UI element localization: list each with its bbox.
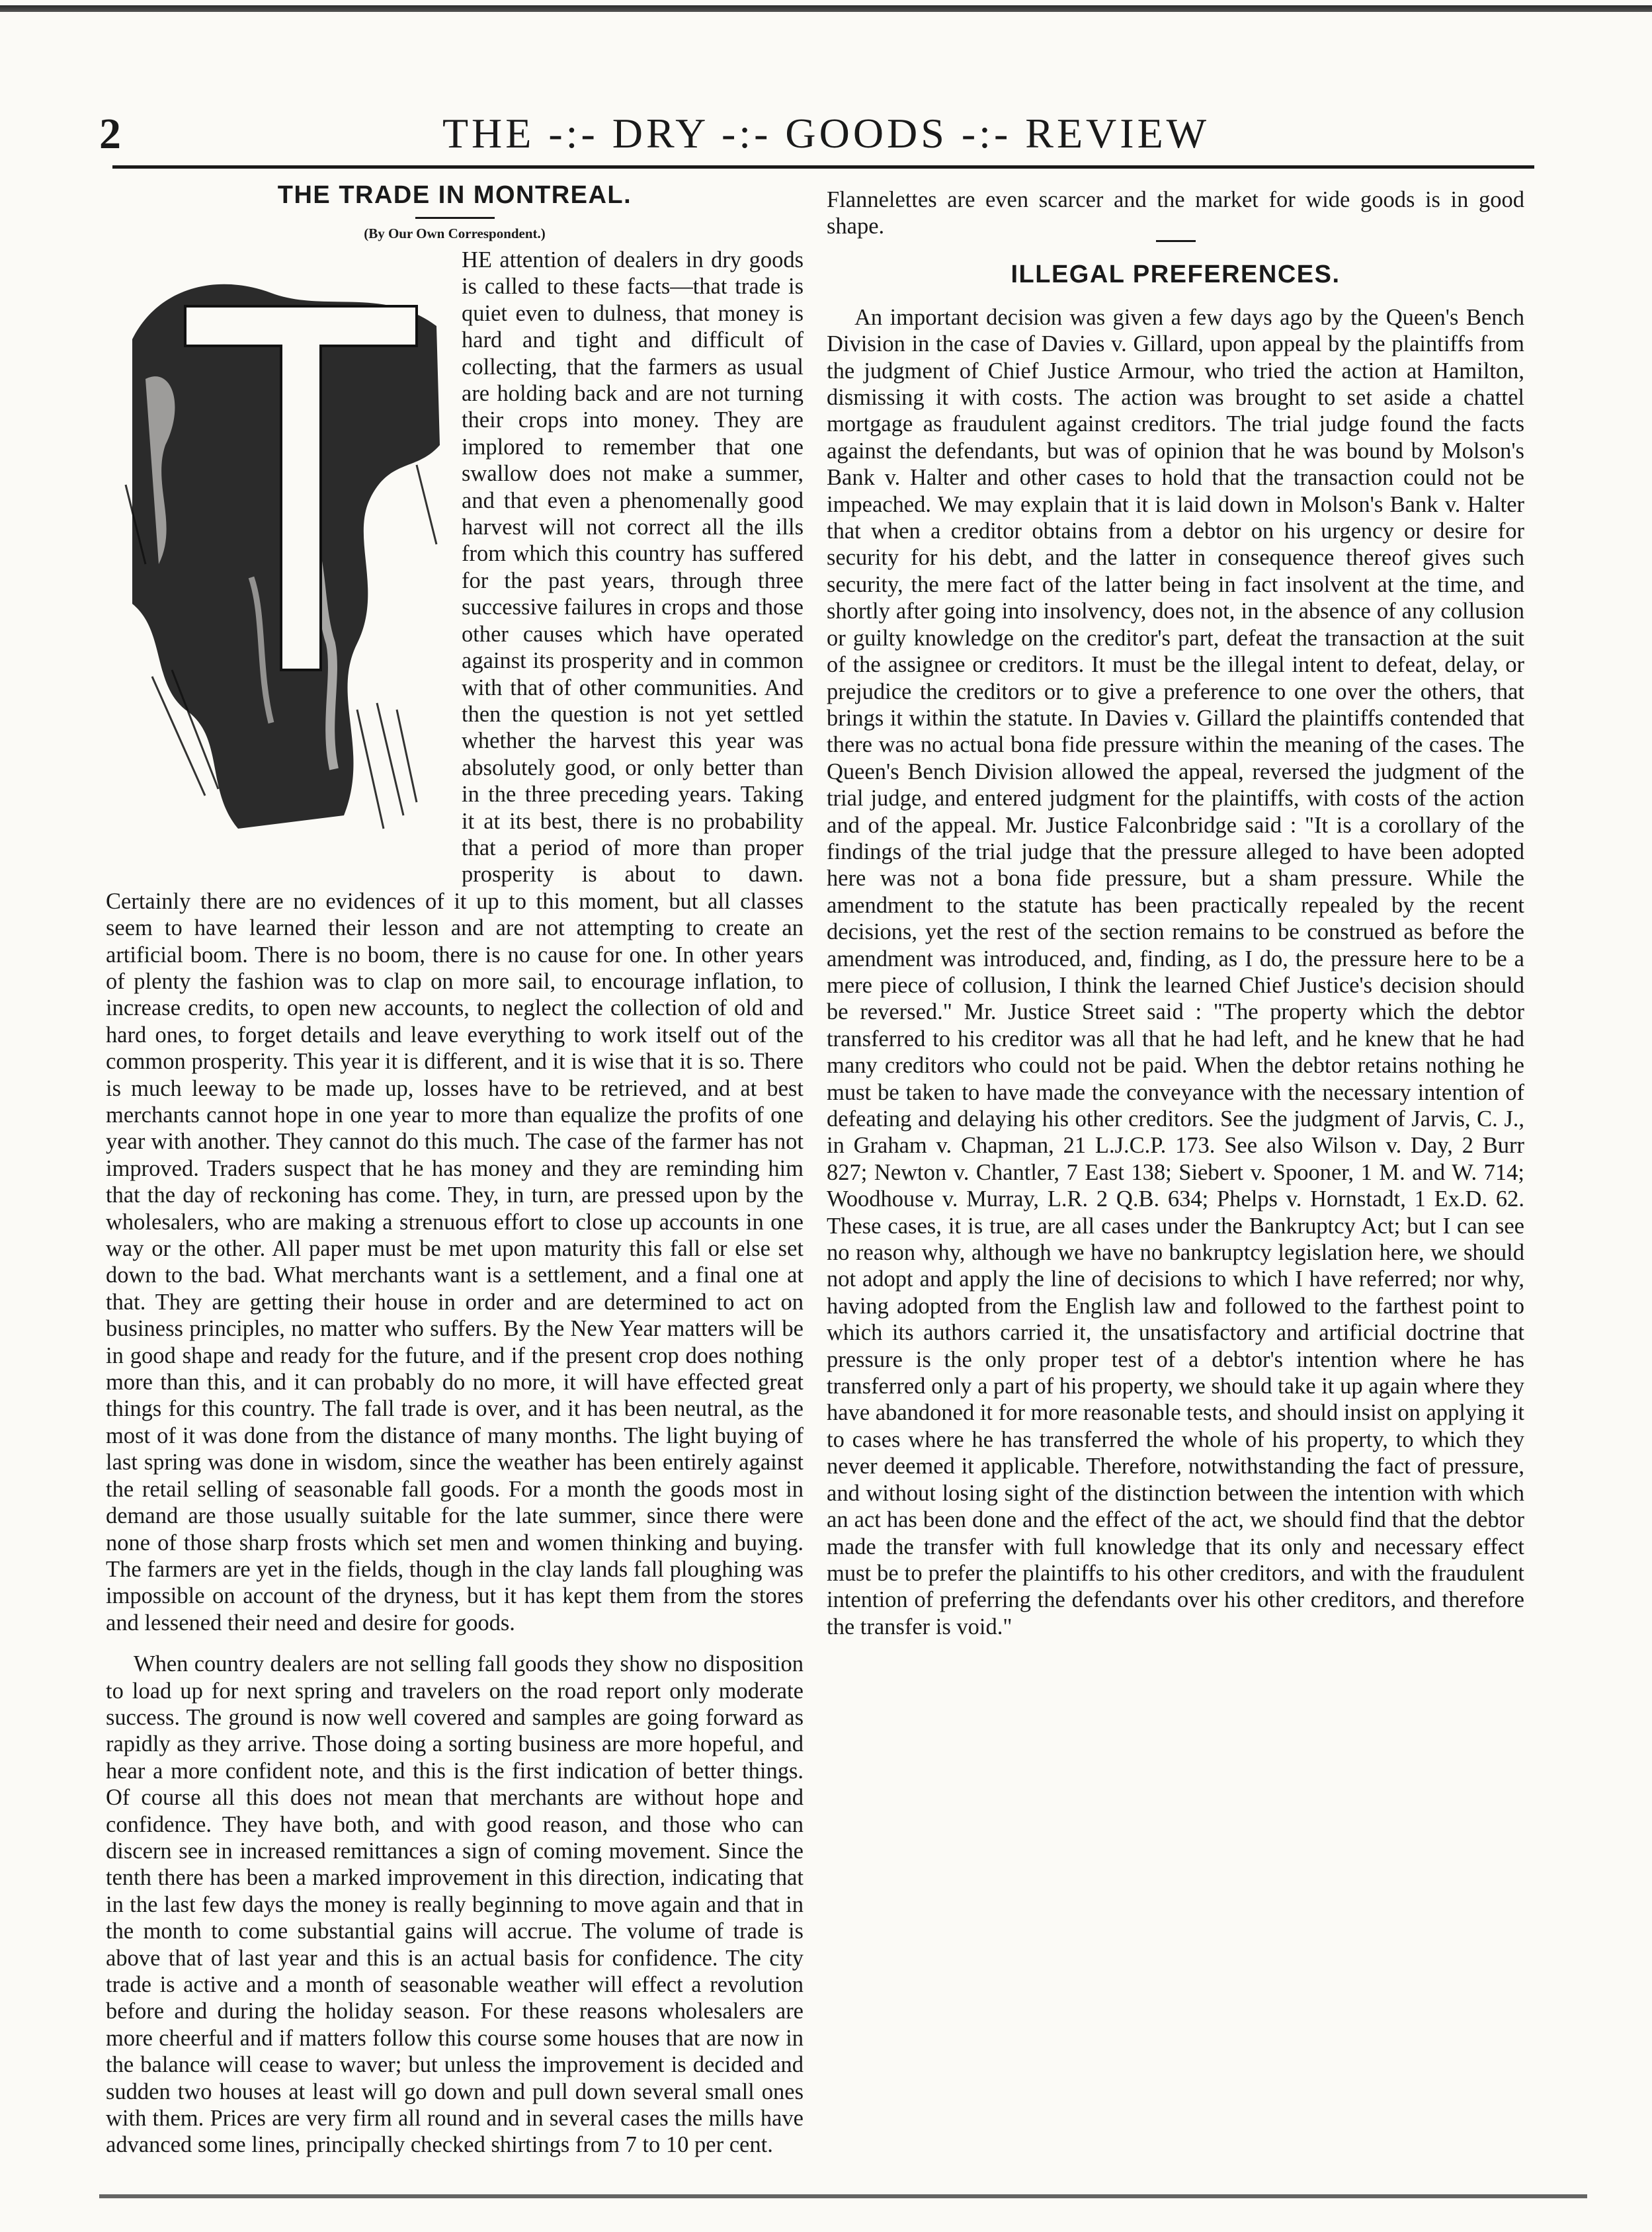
top-border-rule	[0, 5, 1652, 12]
headline-illegal-preferences: ILLEGAL PREFERENCES.	[1011, 260, 1341, 288]
paragraph-spacer	[106, 1636, 804, 1651]
headline-trade-in-montreal: THE TRADE IN MONTREAL.	[277, 181, 632, 209]
montreal-paragraph-2-continued: Flannelettes are even scarcer and the market for wide goods is in good shape.	[827, 187, 1524, 239]
masthead-title: THE -:- DRY -:- GOODS -:- REVIEW	[442, 110, 1210, 157]
column-left	[106, 180, 804, 2159]
montreal-paragraph-2: When country dealers are not selling fall goods they show no disposition to load up for next spring and travelers on the road report only moderate success. The ground is now well covered and samples are going forward as rapidly as they arrive. Those doing a sorting business are more hopeful, and hear a more confident note, and this is the first indication of better things. Of course all this does not mean that merchants are without hope and confidence. They have both, and with good reason, and those who can discern see in increased remittances a sign of coming movement. Since the tenth there has been a marked improvement in this direction, indicating that in the last few days the money is really beginning to move again and that in the month to come substantial gains will accrue. The volume of trade is above that of last year and this is an actual basis for confidence. The city trade is active and a month of seasonable weather will effect a revolution before and during the holiday season. For these reasons wholesalers are more cheerful and if matters follow this course some houses that are now in the balance will cease to waver; but unless the improvement is decided and sudden two houses at least will go down and pull down several small ones with them. Prices are very firm all round and in several cases the mills have advanced some lines, principally checked shirtings from 7 to 10 per cent.	[106, 1651, 804, 2158]
section-divider	[1156, 240, 1196, 242]
page-number: 2	[99, 110, 121, 158]
bottom-border-rule	[99, 2194, 1587, 2198]
column-right	[827, 186, 1524, 1640]
preferences-paragraph-1: An important decision was given a few days ago by the Queen's Bench Division in the case of Davies v. Gillard, upon appeal by the plaintiffs from the judgment of Chief Justice Armour, who tried the action at Hamilton, dismissing it with costs. The action was brought to set aside a chattel mortgage as fraudulent against creditors. The trial judge found the facts against the defendants, but was of opinion that he was bound by Molson's Bank v. Halter and other cases to hold that the transaction could not be impeached. We may explain that it is laid down in Molson's Bank v. Halter that when a creditor obtains from a debtor on his urgency or desire for security for his debt, and the latter in consequence thereof gives such security, the mere fact of the latter being in fact insolvent at the time, and shortly after going into insolvency, does not, in the absence of any collusion or guilty knowledge on the creditor's part, defeat the transaction at the suit of the assignee or creditors. It must be the illegal intent to defeat, delay, or prejudice the creditors or to give a preference to one over the others, that brings it within the statute. In Davies v. Gillard the plaintiffs contended that there was no actual bona fide pressure within the meaning of the cases. The Queen's Bench Division allowed the appeal, reversed the judgment of the trial judge, and entered judgment for the plaintiffs, with costs of the action and of the appeal. Mr. Justice Falconbridge said : "It is a corollary of the findings of the trial judge that the pressure alleged to have been adopted here was not a bona fide pressure, but a sham pressure. While the amendment to the statute has been practically repealed by the recent decisions, yet the rest of the section remains to be construed as before the amendment was introduced, and, finding, as I do, the pressure here to be a mere piece of collusion, I think the learned Chief Justice's decision should be reversed." Mr. Justice Street said : "The property which the debtor transferred to his creditor was all that he had left, and he knew that he had many creditors who could not be paid. When the debtor retains nothing he must be taken to have made the conveyance with the necessary intention of defeating and delaying his other creditors. See the judgment of Jarvis, C. J., in Graham v. Chapman, 21 L.J.C.P. 173. See also Wilson v. Day, 2 Burr 827; Newton v. Chantler, 7 East 138; Siebert v. Spooner, 1 M. and W. 714; Woodhouse v. Murray, L.R. 2 Q.B. 634; Phelps v. Hornstadt, 1 Ex.D. 62. These cases, it is true, are all cases under the Bankruptcy Act; but I can see no reason why, although we have no bankruptcy legislation here, we should not adopt and apply the line of decisions to which I have referred; nor why, having adopted from the English law and followed to the farthest point to which its authors carried it, the unsatisfactory and artificial doctrine that pressure is the only proper test of a debtor's intention where he has transferred only a part of his property, we should take it up again where they have abandoned it for more reasonable tests, and should insist on applying it to cases where he has transferred the whole of his property, to which they never deemed it applicable. Therefore, notwithstanding the fact of pressure, and without losing sight of the distinction between the intention with which an act has been done and the effect of the act, we should find that the debtor made the transfer with full knowledge that its only and necessary effect must be to prefer the plaintiffs to his other creditors, and with the fraudulent intention of preferring the defendants over his other creditors, and therefore the transfer is void."	[827, 304, 1524, 1639]
masthead-rule	[112, 165, 1534, 169]
montreal-paragraph-1: HE attention of dealers in dry goods is called to these facts—that trade is quiet even to dulness, that money is hard and tight and difficult of collecting, that the farmers as usual are holding back and are not turning their crops into money. They are implored to remember that one swallow does not make a summer, and that even a phenomenally good harvest will not correct all the ills from which this country has suffered for the past years, through three successive failures in crops and those other causes which have operated against its prosperity and in common with that of other communities. And then the question is not yet settled whether the harvest this year was absolutely good, or only better than in the three preceding years. Taking it at its best, there is no probability that a period of more than proper prosperity is about to dawn. Certainly there are no evidences of it up to this moment, but all classes seem to have learned their lesson and are not attempting to create an artificial boom. There is no boom, there is no cause for one. In other years of plenty the fashion was to clap on more sail, to encourage inflation, to increase credits, to open new accounts, to neglect the collection of old and hard ones, to forget details and leave everything to work itself out of the common prosperity. This year it is different, and it is wise that it is so. There is much leeway to be made up, losses have to be retrieved, and at best merchants cannot hope in one year to more than equalize the profits of one year with another. They cannot do this much. The case of the farmer has not improved. Traders suspect that he has money and they are reminding him that the day of reckoning has come. They, in turn, are pressed upon by the wholesalers, who are making a strenuous effort to close up accounts in one way or the other. All paper must be met upon maturity this fall or else set down to the bad. What merchants want is a settlement, and a final one at that. They are getting their house in order and are determined to act on business principles, no matter who suffers. By the New Year matters will be in good shape and ready for the future, and if the present crop does nothing more than this, and it can probably do no more, it will have effected great things for this country. The fall trade is over, and it has been neutral, as the most of it was done from the distance of many months. The light buying of last spring was done in wisdom, since the weather has been entirely against the retail selling of seasonable fall goods. For a month the goods most in demand are those usually suitable for the late summer, since there were none of those sharp frosts which set men and women thinking and buying. The farmers are yet in the fields, though in the clay lands fall ploughing was impossible on account of the dryness, but it has kept them from the stores and lessened their need and desire for goods.	[106, 247, 804, 1635]
continued-text-space	[827, 186, 1524, 240]
headline-rule	[415, 217, 495, 219]
illustrated-drop-cap	[106, 247, 450, 862]
headline-spacer	[827, 290, 1524, 304]
byline: (By Our Own Correspondent.)	[364, 226, 546, 241]
